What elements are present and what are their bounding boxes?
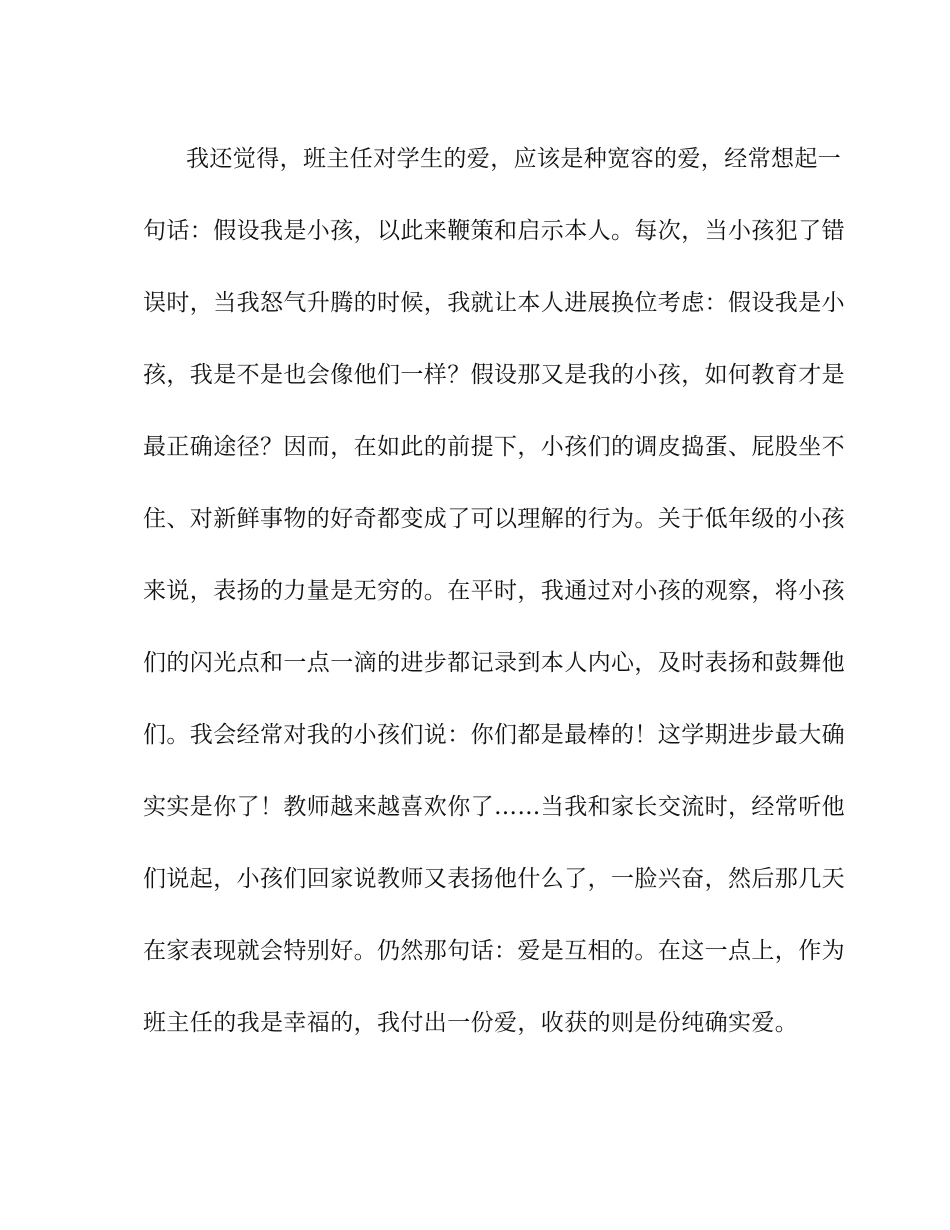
text-line: 我还觉得，班主任对学生的爱，应该是种宽容的爱，经常想起一 [186, 146, 842, 172]
text-line: 们。我会经常对我的小孩们说：你们都是最棒的！这学期进步最大确 [143, 722, 845, 748]
text-line: 们的闪光点和一点一滴的进步都记录到本人内心，及时表扬和鼓舞他 [143, 650, 845, 676]
text-line: 孩，我是不是也会像他们一样？假设那又是我的小孩，如何教育才是 [143, 362, 845, 388]
text-line: 班主任的我是幸福的，我付出一份爱，收获的则是份纯确实爱。 [143, 1010, 799, 1036]
text-line: 在家表现就会特别好。仍然那句话：爱是互相的。在这一点上，作为 [143, 938, 845, 964]
text-line: 实实是你了！教师越来越喜欢你了……当我和家长交流时，经常听他 [143, 794, 845, 820]
text-line: 最正确途径？因而，在如此的前提下，小孩们的调皮捣蛋、屁股坐不 [143, 434, 845, 460]
text-line: 住、对新鲜事物的好奇都变成了可以理解的行为。关于低年级的小孩 [143, 506, 845, 532]
text-line: 句话：假设我是小孩，以此来鞭策和启示本人。每次，当小孩犯了错 [143, 218, 845, 244]
text-line: 误时，当我怒气升腾的时候，我就让本人进展换位考虑：假设我是小 [143, 290, 845, 316]
text-line: 来说，表扬的力量是无穷的。在平时，我通过对小孩的观察，将小孩 [143, 578, 845, 604]
text-line: 们说起，小孩们回家说教师又表扬他什么了，一脸兴奋，然后那几天 [143, 866, 845, 892]
